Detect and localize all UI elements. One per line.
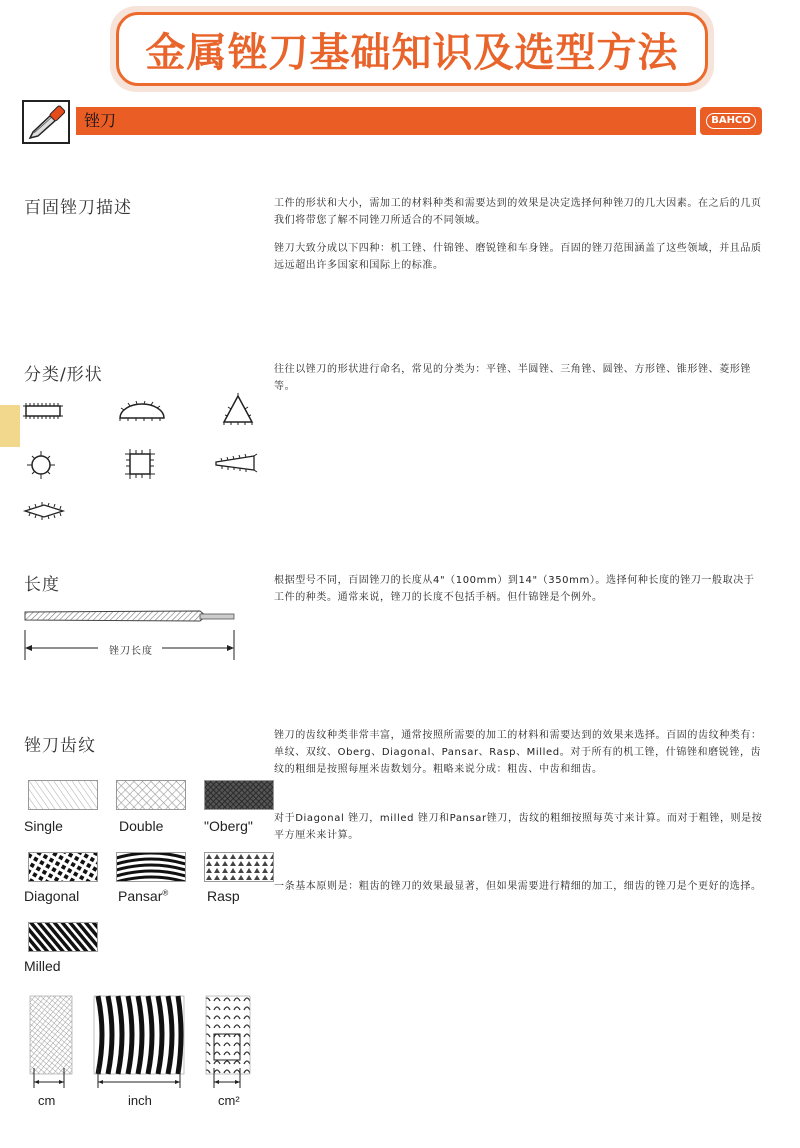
milled-cut-swatch <box>28 922 98 952</box>
pansar-cut-swatch <box>116 852 186 882</box>
half-round-file-icon <box>116 396 168 426</box>
oberg-cut-swatch <box>204 780 274 810</box>
side-tab-marker <box>0 405 20 447</box>
file-tool-icon <box>22 100 70 144</box>
length-title: 长度 <box>24 575 60 595</box>
pansar-cut-label <box>118 888 168 904</box>
length-paragraph: 根据型号不同，百固锉刀的长度从4"（100mm）到14"（350mm）。选择何种长度的锉刀一般取决于工件的种类。通常来说，锉刀的长度不包括手柄。但什锦锉是个例外。 <box>274 575 755 603</box>
brand-name: BAHCO <box>706 113 756 129</box>
shapes-title: 分类/形状 <box>24 365 103 385</box>
teeth-paragraph-1: 锉刀的齿纹种类非常丰富，通常按照所需要的加工的材料和需要达到的效果来选择。百固的齿纹种类有：单纹、双纹、Oberg、Diagonal、Pansar、Rasp、Milled。对于所有的机工锉，什锦锉和磨锐锉，齿纹的粗细是按照每厘米齿数划分。粗略来说分成：粗齿、中齿和细齿。 <box>274 730 762 775</box>
pansar-cut-text: Pansar <box>118 888 163 904</box>
shapes-paragraph: 往往以锉刀的形状进行命名，常见的分类为：平锉、半圆锉、三角锉、圆锉、方形锉、锥形锉、菱形锉等。 <box>274 364 751 392</box>
unit-square-cm-label: cm² <box>218 1093 240 1108</box>
double-cut-swatch <box>116 780 186 810</box>
unit-cm-label: cm <box>38 1093 56 1108</box>
teeth-paragraph-2: 对于Diagonal 锉刀，milled 锉刀和Pansar锉刀，齿纹的粗细按照每英寸来计算。而对于粗锉，则是按平方厘米来计算。 <box>274 813 763 841</box>
double-cut-label: Double <box>119 818 164 834</box>
per-inch-diagram <box>92 994 186 1090</box>
per-square-cm-diagram <box>202 994 254 1090</box>
round-file-icon <box>24 448 58 482</box>
page-title: 金属锉刀基础知识及选型方法 <box>116 12 708 86</box>
flat-file-icon <box>22 396 66 426</box>
taper-file-icon <box>212 450 258 478</box>
single-cut-label: Single <box>24 818 63 834</box>
rasp-cut-label: Rasp <box>207 888 240 904</box>
square-file-icon <box>122 446 158 482</box>
brand-logo <box>700 107 762 135</box>
rasp-cut-swatch <box>204 852 274 882</box>
length-dimension-label: 锉刀长度 <box>109 646 153 657</box>
section-header-bar: 锉刀 <box>76 107 696 135</box>
registered-mark: ® <box>162 888 169 898</box>
description-paragraph-2: 锉刀大致分成以下四种：机工锉、什锦锉、磨锐锉和车身锉。百固的锉刀范围涵盖了这些领域，并且品质远远超出许多国家和国际上的标准。 <box>274 243 762 271</box>
oberg-cut-label: "Oberg" <box>204 818 253 834</box>
teeth-paragraph-3: 一条基本原则是：粗齿的锉刀的效果最显著，但如果需要进行精细的加工，细齿的锉刀是个更好的选择。 <box>274 881 762 892</box>
triangle-file-icon <box>220 392 256 428</box>
file-length-diagram <box>22 606 242 666</box>
milled-cut-label: Milled <box>24 958 61 974</box>
description-title: 百固锉刀描述 <box>24 198 132 218</box>
diagonal-cut-label: Diagonal <box>24 888 80 904</box>
diamond-file-icon <box>22 500 66 522</box>
description-paragraph-1: 工件的形状和大小，需加工的材料种类和需要达到的效果是决定选择何种锉刀的几大因素。在之后的几页我们将带您了解不同锉刀所适合的不同领域。 <box>274 198 762 226</box>
per-cm-diagram <box>26 994 78 1090</box>
single-cut-swatch <box>28 780 98 810</box>
teeth-title: 锉刀齿纹 <box>24 736 96 756</box>
unit-inch-label: inch <box>128 1093 152 1108</box>
diagonal-cut-swatch <box>28 852 98 882</box>
